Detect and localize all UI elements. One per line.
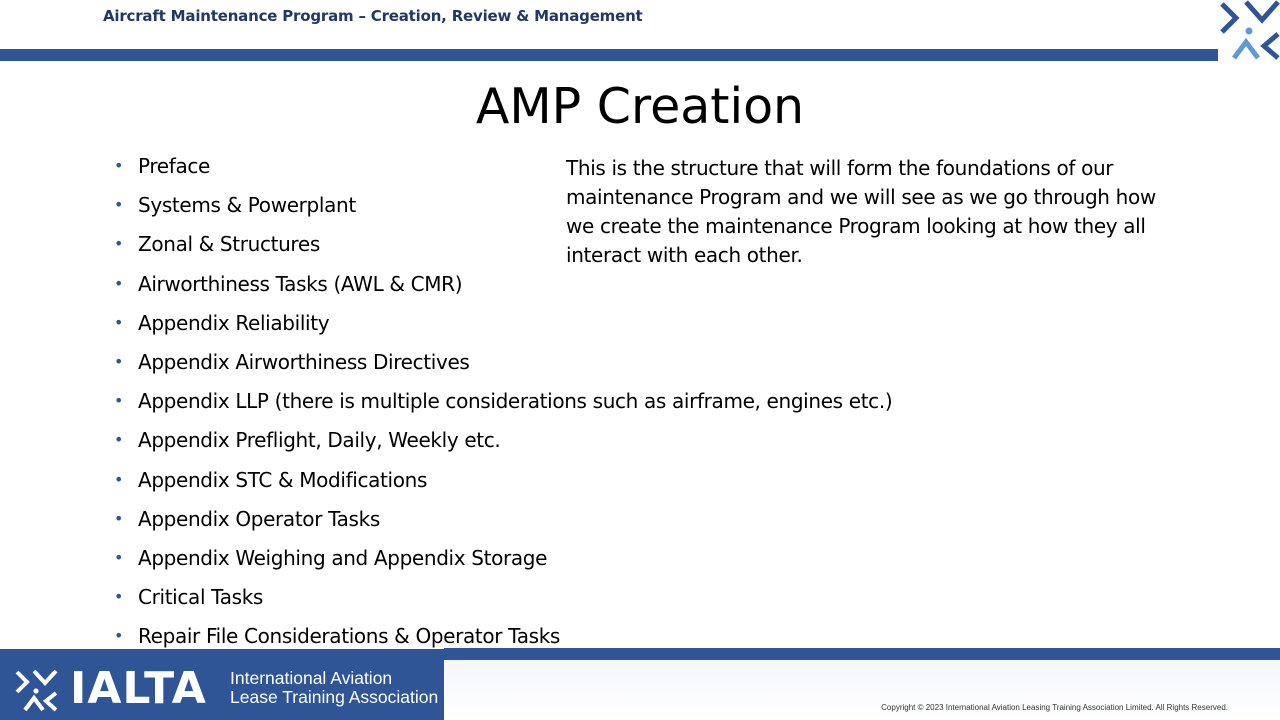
bullet-text: Appendix LLP (there is multiple considerations such as airframe, engines etc.) — [138, 389, 893, 414]
slide-title: AMP Creation — [475, 78, 805, 135]
bullet-item — [108, 424, 892, 463]
bullet-dot-icon: • — [114, 234, 124, 254]
footer-acronym: IALTA — [70, 663, 207, 714]
bullet-text: Appendix Preflight, Daily, Weekly etc. — [138, 428, 501, 453]
bottom-divider-bar — [444, 648, 1280, 660]
bullet-text: Airworthiness Tasks (AWL & CMR) — [138, 271, 463, 296]
bullet-item — [108, 346, 892, 385]
ialta-mark-icon — [14, 669, 58, 713]
footer-name-line: International Aviation — [230, 668, 393, 688]
bullet-dot-icon: • — [114, 156, 124, 175]
bullet-text: Appendix STC & Modifications — [138, 467, 428, 492]
bullet-dot-icon: • — [114, 312, 124, 332]
bullet-item — [108, 581, 892, 620]
bullet-dot-icon: • — [114, 508, 124, 528]
bullet-text: Critical Tasks — [138, 585, 263, 610]
bullet-item — [108, 542, 892, 581]
top-divider-bar — [0, 49, 1218, 61]
bullet-dot-icon: • — [114, 273, 124, 293]
bullet-text: Systems & Powerplant — [138, 193, 356, 218]
bullet-text: Appendix Operator Tasks — [138, 506, 380, 531]
description-line: we create the maintenance Program looking at how they all — [566, 214, 1146, 238]
footer-name-line: Lease Training Association — [230, 687, 439, 707]
bullet-dot-icon: • — [114, 430, 124, 450]
bullet-item — [108, 503, 892, 542]
bullet-dot-icon: • — [114, 391, 124, 411]
bullet-text: Appendix Airworthiness Directives — [138, 349, 470, 374]
description-line: This is the structure that will form the foundations of our — [566, 156, 1114, 180]
ialta-mark-icon — [1218, 0, 1280, 62]
description-line: maintenance Program and we will see as we go through how — [566, 185, 1156, 209]
bullet-dot-icon: • — [114, 351, 124, 371]
bullet-text: Appendix Weighing and Appendix Storage — [138, 545, 548, 570]
footer-org-name — [230, 669, 438, 707]
bullet-item — [108, 268, 892, 307]
copyright-text: Copyright © 2023 International Aviation Leasing Training Association Limited. All Rights Reserved. — [881, 703, 1228, 712]
bullet-dot-icon: • — [114, 469, 124, 489]
bullet-text: Appendix Reliability — [138, 310, 330, 335]
bullet-text: Preface — [138, 154, 210, 178]
bullet-dot-icon: • — [114, 195, 124, 215]
bullet-item — [108, 307, 892, 346]
bullet-text: Zonal & Structures — [138, 232, 320, 257]
bullet-dot-icon: • — [114, 587, 124, 607]
description-text — [566, 154, 1176, 270]
bullet-dot-icon: • — [114, 626, 124, 646]
description-line: interact with each other. — [566, 243, 803, 267]
footer-brand-block — [0, 649, 444, 720]
bullet-dot-icon: • — [114, 547, 124, 567]
bullet-text: Repair File Considerations & Operator Tasks — [138, 624, 561, 649]
header-title: Aircraft Maintenance Program – Creation, Review & Management — [103, 7, 643, 25]
bullet-item — [108, 464, 892, 503]
bullet-item — [108, 385, 892, 424]
